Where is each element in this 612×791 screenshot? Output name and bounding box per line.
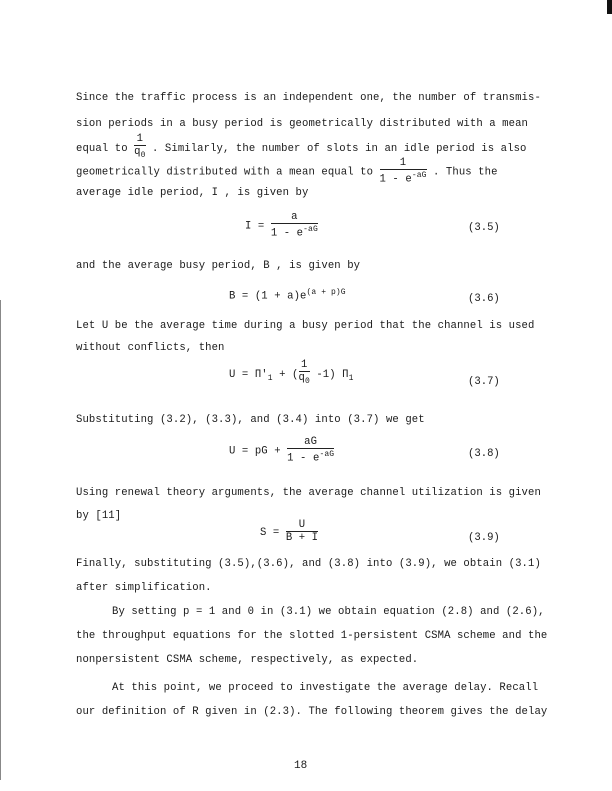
- equation-3-6: $B = (1 + a)e^{(a + p)G}$: [229, 288, 346, 303]
- fraction-numerator: aG: [287, 437, 334, 449]
- text-line: by [11]: [76, 510, 122, 522]
- fraction-denominator: $1 - e^{-aG}$: [287, 450, 335, 465]
- fraction-numerator: 1: [380, 158, 427, 170]
- equation-3-9: [260, 520, 318, 544]
- fraction-geometric-mean: [380, 158, 427, 186]
- text-line: Finally, substituting (3.5),(3.6), and (3.8) into (3.9), we obtain (3.1): [76, 558, 541, 570]
- equation-3-5: [245, 212, 318, 240]
- fraction-numerator: a: [271, 212, 318, 224]
- equation-lhs: S =: [260, 526, 280, 539]
- text-line: nonpersistent CSMA scheme, respectively, as expected.: [76, 654, 419, 666]
- equation-fraction: [286, 520, 318, 544]
- equation-lhs: U = pG +: [229, 445, 281, 458]
- text-line: without conflicts, then: [76, 342, 225, 354]
- text-line: Substituting (3.2), (3.3), and (3.4) into (3.7) we get: [76, 414, 425, 426]
- fraction-numerator: 1: [134, 134, 145, 146]
- text-line: By setting p = 1 and 0 in (3.1) we obtain equation (2.8) and (2.6),: [112, 606, 545, 618]
- text-line-with-fraction: [76, 158, 498, 186]
- equation-label-3-7: (3.7): [468, 376, 500, 388]
- text-line: after simplification.: [76, 582, 212, 594]
- text-line: sion periods in a busy period is geometrically distributed with a mean: [76, 118, 529, 130]
- fraction-denominator: B + I: [285, 532, 319, 544]
- equation-3-8: [229, 437, 334, 465]
- fraction-denominator: $1 - e^{-aG}$: [379, 171, 427, 186]
- text-span: equal to: [76, 142, 128, 155]
- text-line: Since the traffic process is an independent one, the number of transmis-: [76, 92, 541, 104]
- equation-3-7: $U = \Pi'_1$ + ( $\frac{1}{q_0}$ -1) $\Pi_1$: [229, 359, 354, 387]
- equation-label-3-9: (3.9): [468, 532, 500, 544]
- text-line: and the average busy period, B , is given by: [76, 260, 361, 272]
- equation-lhs: I =: [245, 220, 265, 233]
- scan-edge-mark: [607, 0, 612, 14]
- page-number: 18: [294, 760, 308, 772]
- text-line: Let U be the average time during a busy period that the channel is used: [76, 320, 535, 332]
- text-line: average idle period, I , is given by: [76, 187, 309, 199]
- text-span: geometrically distributed with a mean equal to: [76, 166, 374, 179]
- fraction-denominator: $1 - e^{-aG}$: [270, 225, 318, 240]
- text-line: our definition of R given in (2.3). The following theorem gives the delay: [76, 706, 548, 718]
- equation-fraction: [271, 212, 318, 240]
- equation-fraction: [287, 437, 334, 465]
- text-line: the throughput equations for the slotted 1-persistent CSMA scheme and the: [76, 630, 548, 642]
- equation-label-3-6: (3.6): [468, 293, 500, 305]
- equation-label-3-5: (3.5): [468, 222, 500, 234]
- fraction-1-over-q0: $\frac{1}{q_0}$: [298, 359, 310, 387]
- scan-left-border: [0, 300, 1, 780]
- text-span: . Similarly, the number of slots in an idle period is also: [151, 142, 527, 155]
- text-line: Using renewal theory arguments, the average channel utilization is given: [76, 487, 541, 499]
- equation-label-3-8: (3.8): [468, 448, 500, 460]
- text-span: . Thus the: [432, 166, 498, 179]
- fraction-numerator: U: [286, 520, 318, 532]
- fraction-denominator: $q_0$: [134, 146, 146, 161]
- text-line: At this point, we proceed to investigate the average delay. Recall: [112, 682, 539, 694]
